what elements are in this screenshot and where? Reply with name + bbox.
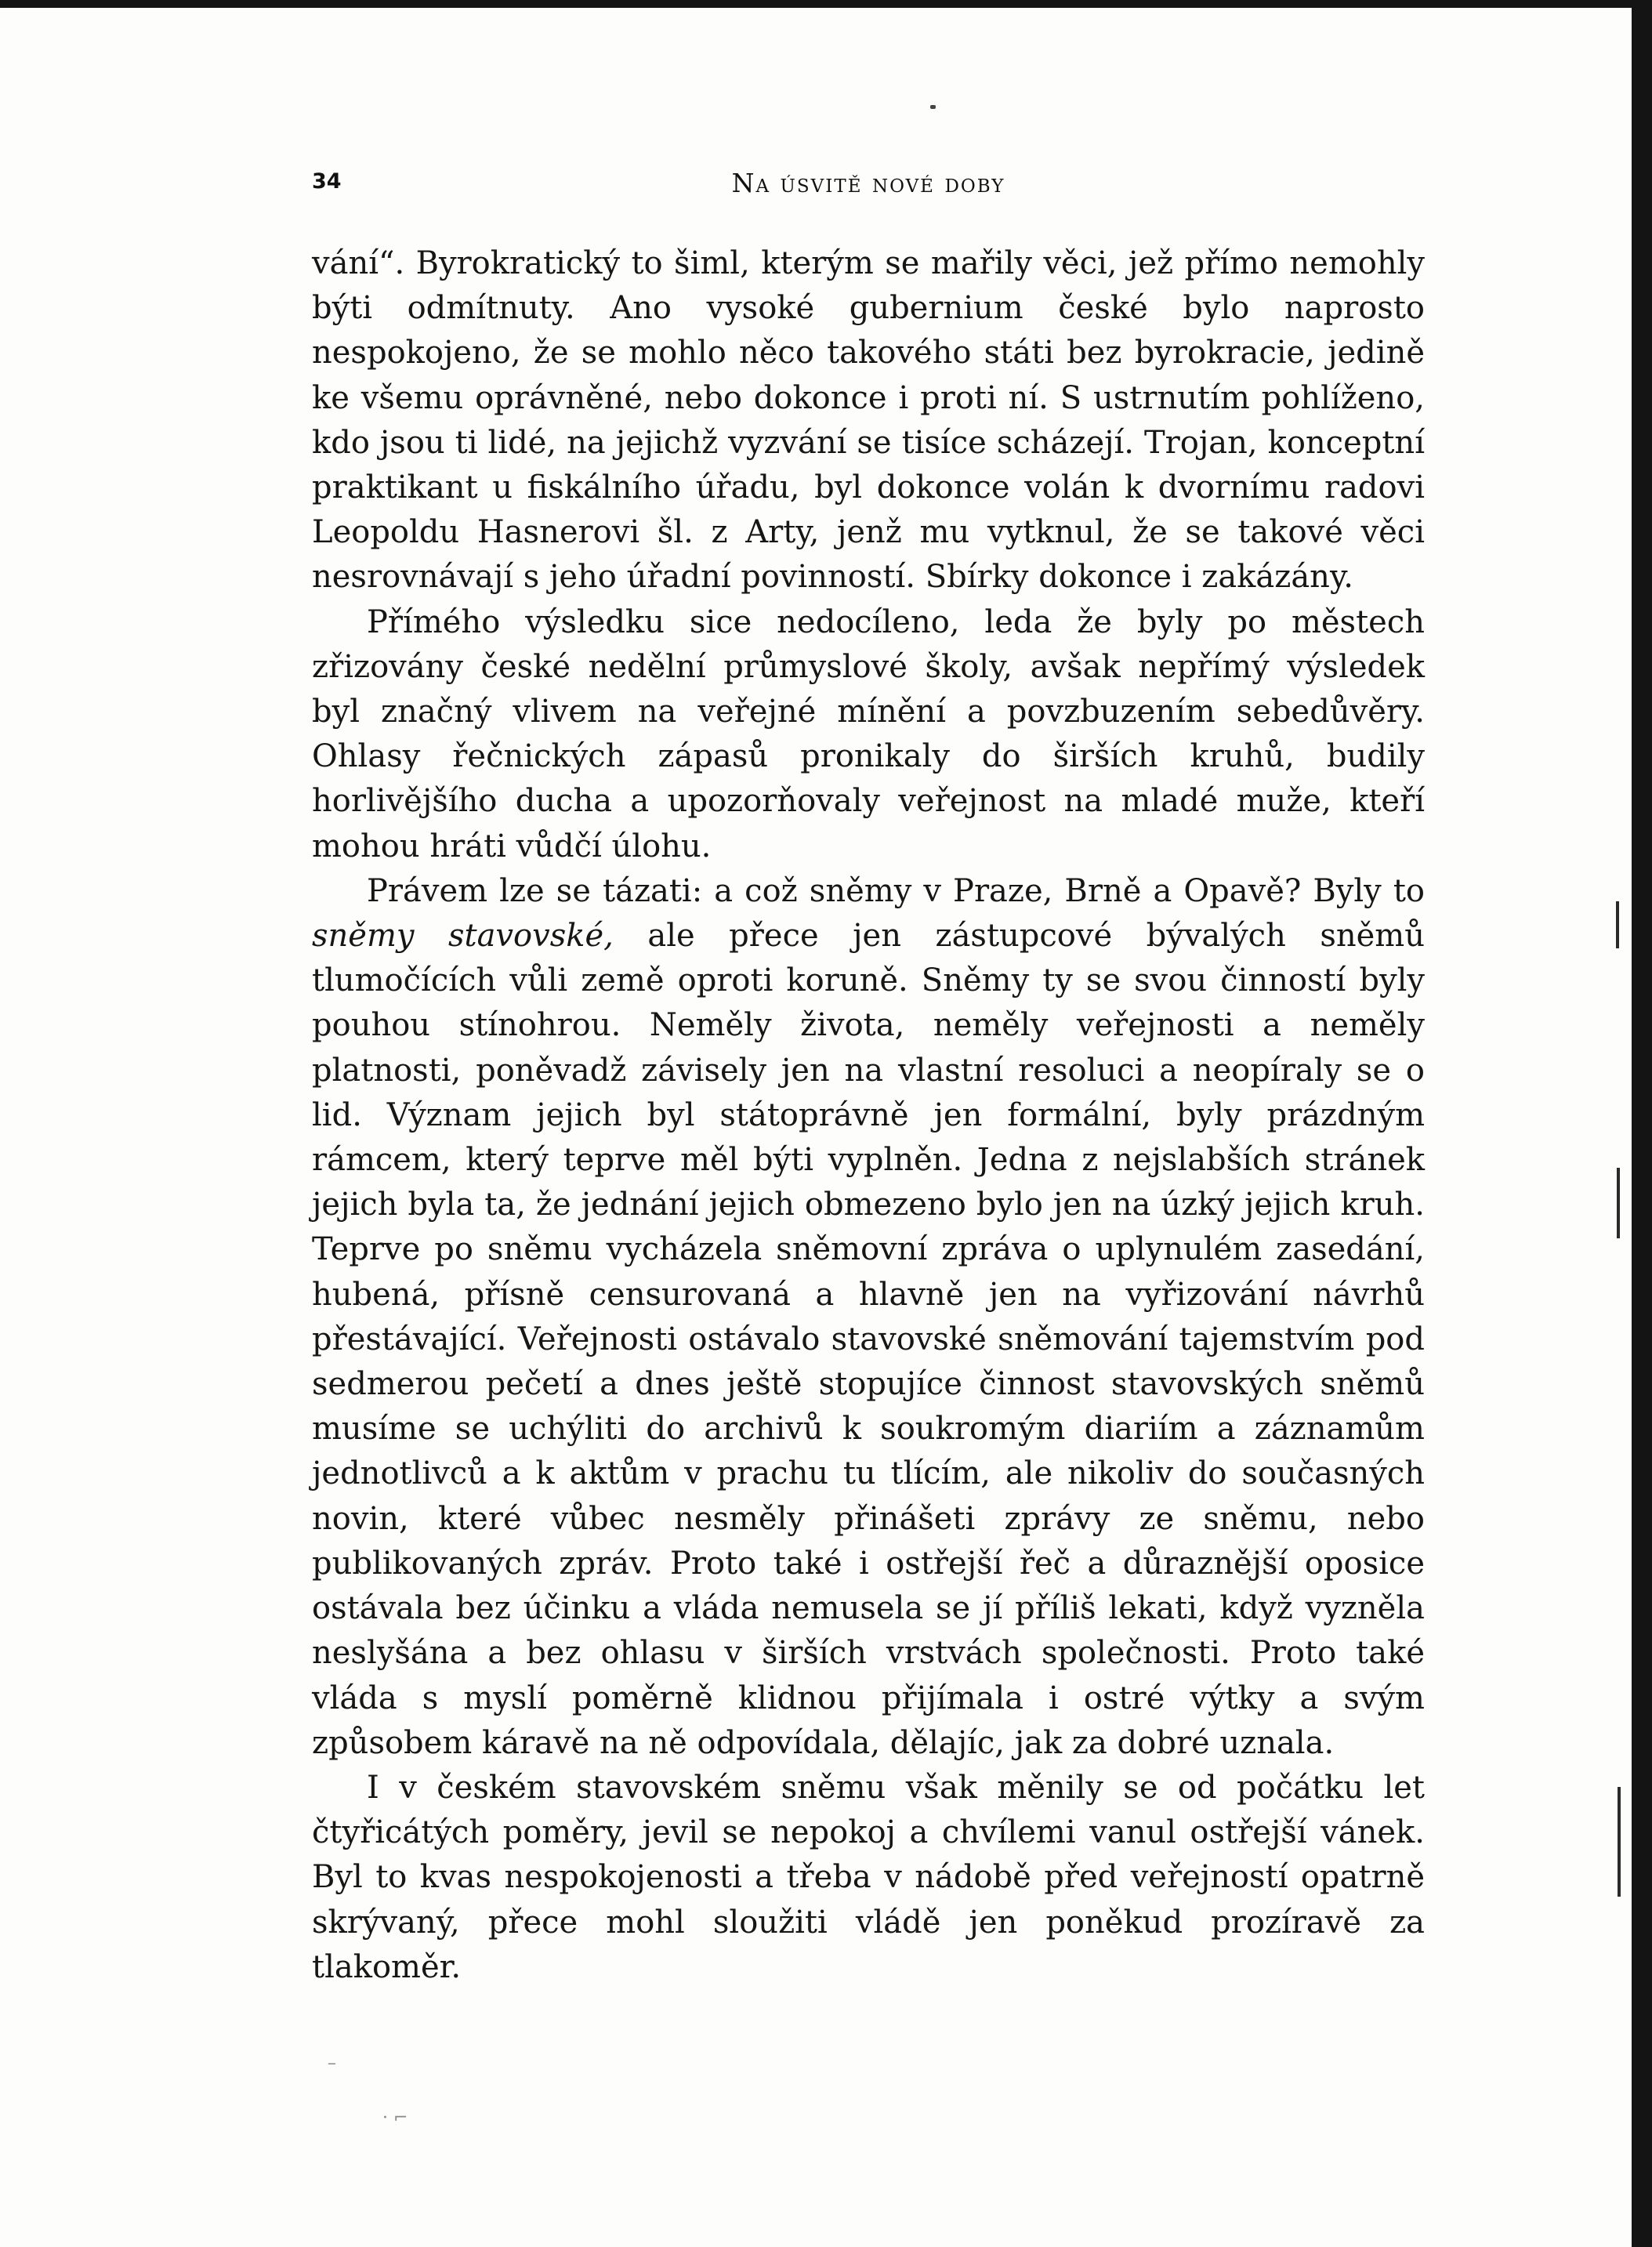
italic-phrase: sněmy stavovské, xyxy=(312,918,614,955)
running-title: Na úsvitě nové doby xyxy=(731,168,1005,198)
scan-specks: · ⌐ xyxy=(382,2108,408,2128)
scan-edge-mark xyxy=(1618,1787,1621,1897)
page-number: 34 xyxy=(312,169,342,194)
paragraph-2: Přímého výsledku sice nedocíleno, leda že byly po městech zřizovány české nedělní průmyslové školy, avšak nepřímý výsledek byl značný vlivem na veřejné mínění a povzbuzením sebedůvěry. Ohlasy řečnických zápasů pronikaly do širších kruhů, budily horlivějšího ducha a upozorňovaly veřejnost na mladé muže, kteří mohou hráti vůdčí úlohu. xyxy=(312,603,1425,864)
scan-edge-mark xyxy=(1617,1168,1620,1238)
paragraph-3-rest: ale přece jen zástupcové bývalých sněmů tlumočících vůli země oproti koruně. Sněmy ty se svou činností byly pouhou stínohrou. Neměly života, neměly veřejnosti a neměly platnosti, poněvadž závisely jen na vlastní resoluci a neopíraly se o lid. Význam jejich byl státoprávně jen formální, byly prázdným rámcem, který teprve měl býti vyplněn. Jedna z nejslabších stránek jejich byla ta, že jednání jejich obmezeno bylo jen na úzký jejich kruh. Teprve po sněmu vycházela sněmovní zpráva o uplynulém zasedání, hubená, přísně censurovaná a hlavně jen na vyřizování návrhů přestávající. Veřejnosti ostávalo stavovské sněmování tajemstvím pod sedmerou pečetí a dnes ještě stopujíce činnost stavovských sněmů musíme se uchýliti do archivů k soukromým diariím a záznamům jednotlivců a k aktům v prachu tu tlícím, ale nikoliv do současných novin, které vůbec nesměly přinášeti zprávy ze sněmu, nebo publikovaných zpráv. Proto také i ostřejší řeč a důraznější oposice ostávala bez účinku a vláda nemusela se jí příliš lekati, když vyzněla neslyšána a bez ohlasu v širších vrstvách společnosti. Proto také vláda s myslí poměrně klidnou přijímala i ostré výtky a svým způsobem káravě na ně odpovídala, dělajíc, jak za dobré uznala. xyxy=(312,918,1425,1761)
page-header xyxy=(312,163,1425,210)
ink-speck xyxy=(930,105,936,109)
paragraph-3-start: Právem lze se tázati: a což sněmy v Praze, Brně a Opavě? Byly to xyxy=(367,872,1425,909)
paragraph-1: vání“. Byrokratický to šiml, kterým se mařily věci, jež přímo nemohly býti odmítnuty. Ano vysoké gubernium české bylo naprosto nespokojeno, že se mohlo něco takového státi bez byrokracie, jedině ke všemu oprávněné, nebo dokonce i proti ní. S ustrnutím pohlíženo, kdo jsou ti lidé, na jejichž vyzvání se tisíce scházejí. Trojan, konceptní praktikant u fiskálního úřadu, byl dokonce volán k dvornímu radovi Leopoldu Hasnerovi šl. z Arty, jenž mu vytknul, že se takové věci nesrovnávají s jeho úřadní povinností. Sbírky dokonce i zakázány. xyxy=(312,245,1425,596)
body-text xyxy=(312,241,1425,1990)
scan-edge-mark xyxy=(1616,901,1619,948)
paragraph-4: I v českém stavovském sněmu však měnily se od počátku let čtyřicátých poměry, jevil se nepokoj a chvílemi vanul ostřejší vánek. Byl to kvas nespokojenosti a třeba v nádobě před veřejností opatrně skrývaný, přece mohl sloužiti vládě jen poněkud prozíravě za tlakoměr. xyxy=(312,1769,1425,1985)
scan-specks: – xyxy=(328,2053,336,2073)
paragraph-3 xyxy=(312,869,1425,1766)
